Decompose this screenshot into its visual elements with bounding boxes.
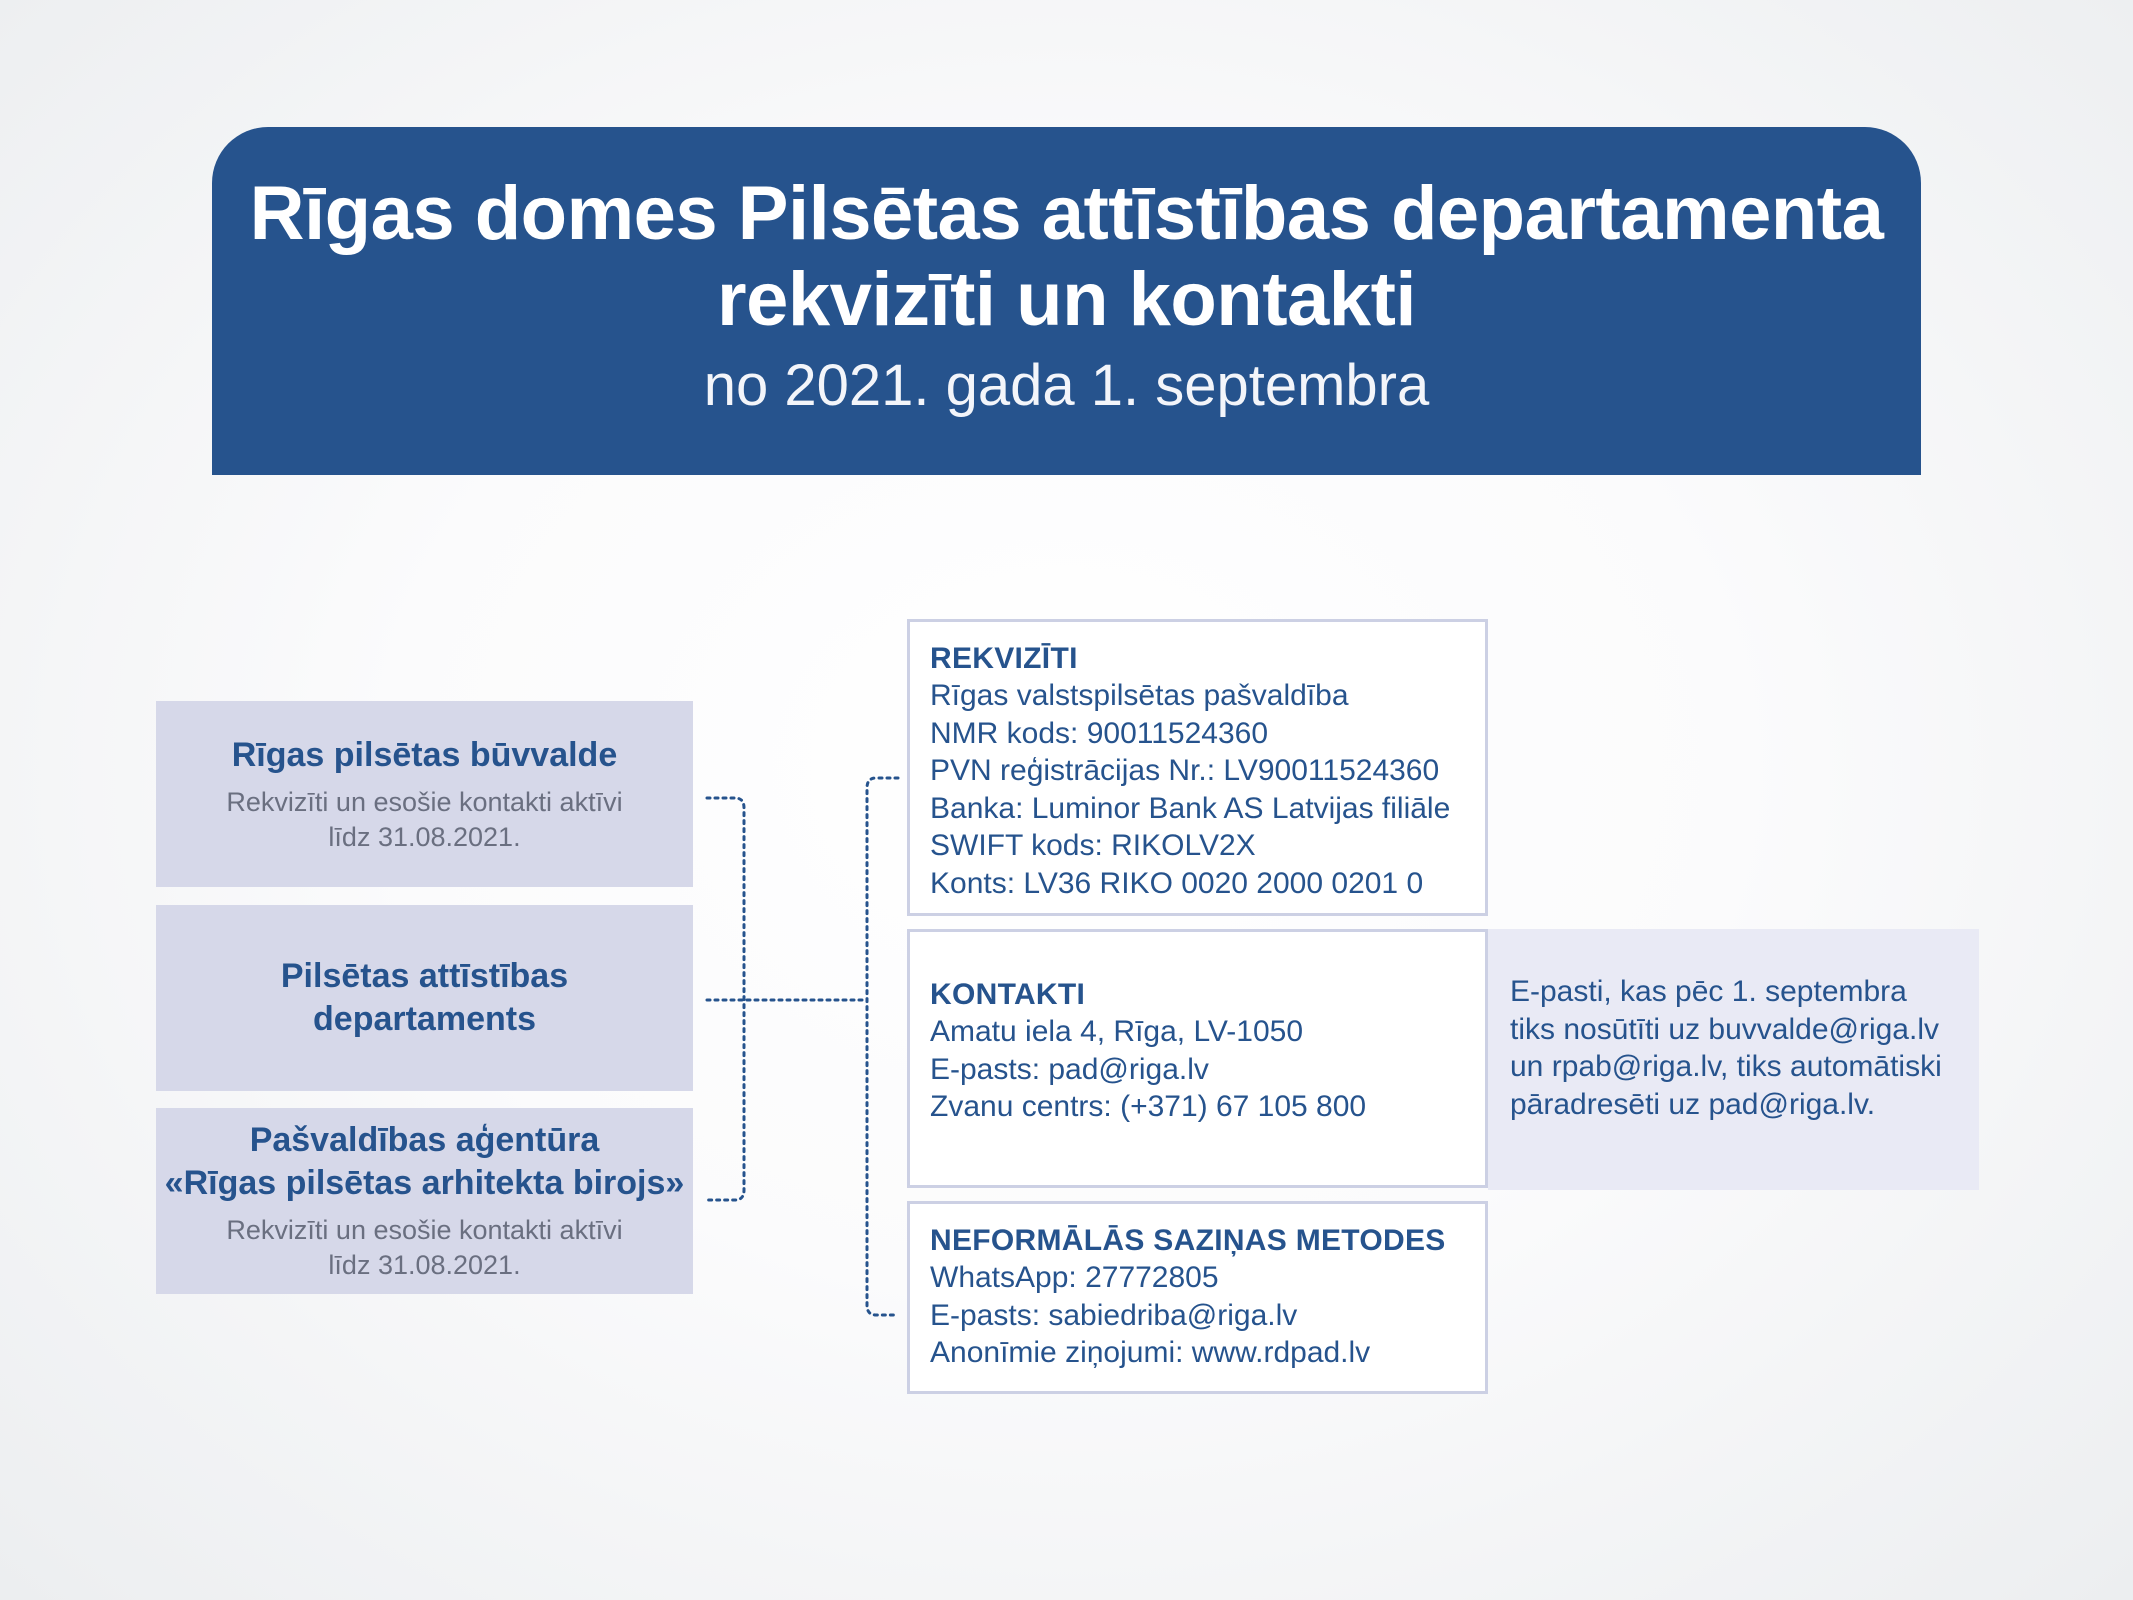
left-box-title [165,1119,685,1205]
left-box-buvvalde [156,701,693,887]
left-box-title-line: Pilsētas attīstības [280,957,569,995]
kontakti-box [907,929,1488,1188]
kontakti-email: E-pasts: pad@riga.lv [930,1052,1209,1086]
left-box-note-line: līdz 31.08.2021. [328,821,521,852]
left-box-note-line: Rekvizīti un esošie kontakti aktīvi [226,786,623,817]
rekviziti-line: Banka: Luminor Bank AS Latvijas filiāle [930,791,1451,825]
neformalas-box [907,1201,1488,1394]
left-box-note [205,1213,645,1283]
note-line: un rpab@riga.lv, tiks automātiski [1510,1050,1942,1083]
left-box-arhitekta-birojs [156,1108,693,1294]
kontakti-line: Amatu iela 4, Rīga, LV-1050 [930,1015,1304,1048]
rekviziti-line: Konts: LV36 RIKO 0020 2000 0201 0 [930,866,1424,900]
kontakti-phone: Zvanu centrs: (+371) 67 105 800 [930,1090,1367,1123]
whatsapp-line: WhatsApp: 27772805 [930,1261,1219,1294]
left-box-title-line: Pašvaldības aģentūra [249,1121,600,1159]
title-line-2: rekvizīti un kontakti [717,257,1416,342]
note-line: tiks nosūtīti uz buvvalde@riga.lv [1510,1012,1939,1046]
neformalas-email: E-pasts: sabiedriba@riga.lv [930,1298,1298,1332]
rekviziti-line: Rīgas valstspilsētas pašvaldība [930,679,1349,712]
email-redirect-note [1488,929,1979,1190]
left-box-note [205,785,645,855]
connector-right-trunk [867,778,898,1315]
anonymous-reports-line: Anonīmie ziņojumi: www.rdpad.lv [930,1336,1371,1369]
left-box-title-line: departaments [313,1000,536,1038]
left-box-note-line: līdz 31.08.2021. [328,1250,521,1280]
kontakti-heading: KONTAKTI [930,978,1086,1011]
title-line-1: Rīgas domes Pilsētas attīstības departamenta [249,171,1884,256]
rekviziti-line: PVN reģistrācijas Nr.: LV90011524360 [930,754,1440,787]
left-box-departaments [156,905,693,1091]
rekviziti-box [907,619,1488,916]
rekviziti-line: NMR kods: 90011524360 [930,716,1268,750]
rekviziti-line: SWIFT kods: RIKOLV2X [930,829,1256,862]
left-box-title-line: «Rīgas pilsētas arhitekta birojs» [164,1164,685,1202]
left-box-title [281,955,568,1041]
left-box-note-line: Rekvizīti un esošie kontakti aktīvi [226,1215,623,1245]
left-box-title: Rīgas pilsētas būvvalde [231,735,618,774]
neformalas-heading: NEFORMĀLĀS SAZIŅAS METODES [930,1224,1446,1257]
note-line: pāradresēti uz pad@riga.lv. [1510,1087,1876,1121]
note-line: E-pasti, kas pēc 1. septembra [1510,975,1907,1008]
page-subtitle: no 2021. gada 1. septembra [703,353,1430,418]
rekviziti-heading: REKVIZĪTI [930,642,1078,675]
